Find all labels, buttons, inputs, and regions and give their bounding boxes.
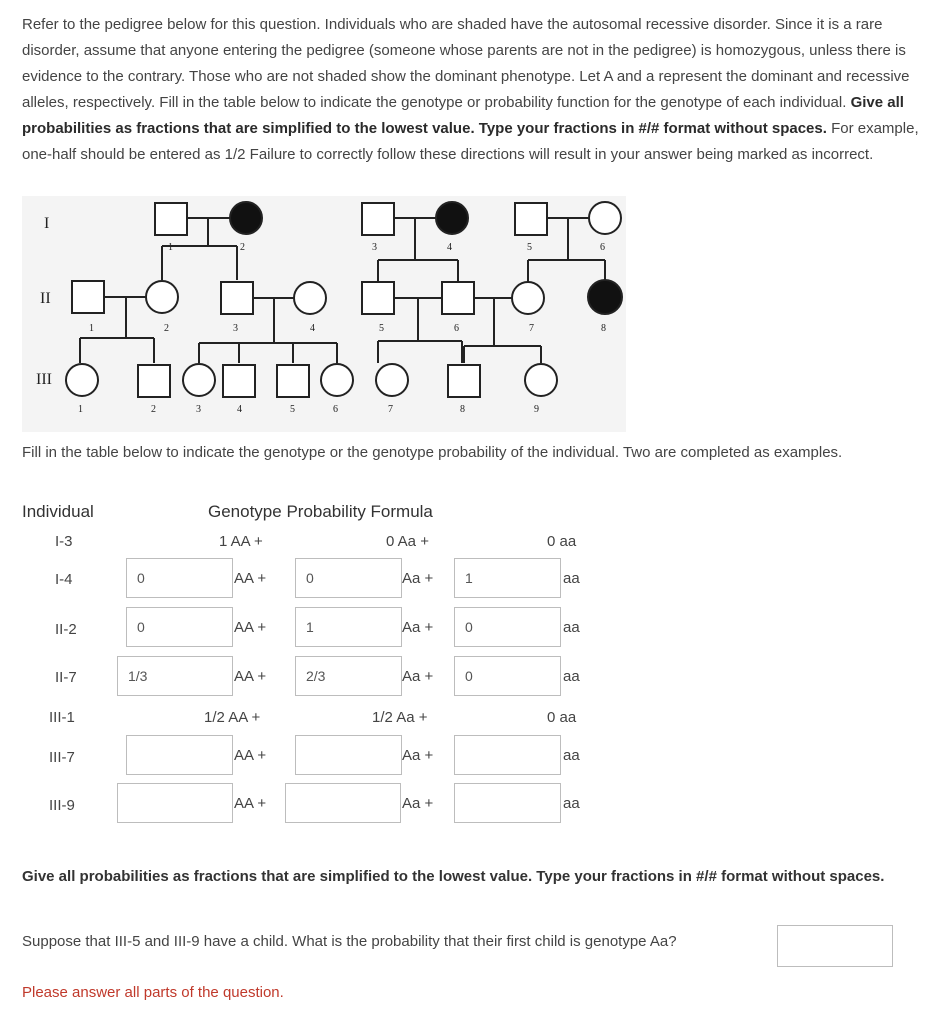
gen3-number-4: 4 [237,404,242,415]
gen2-individual-1 [72,281,104,313]
row-III-1-Aa: 1/2 Aa + [372,709,428,726]
header-formula: Genotype Probability Formula [208,502,433,521]
input-I-4-AA[interactable]: 0 [126,558,233,598]
row-I-3-aa: 0 aa [547,533,577,550]
gen2-number-8: 8 [601,323,606,334]
intro-text-2: For example, one-half should be entered as 1/2 Failure to correctly follow these directions will result in your answer being marked as incorrect. [22,120,919,163]
gen2-number-3: 3 [233,323,238,334]
row-id-III-9: III-9 [49,797,75,814]
gen2-number-7: 7 [529,323,534,334]
gen1-number-6: 6 [600,242,605,253]
gen-label-III: III [36,371,52,388]
gen3-number-2: 2 [151,404,156,415]
gen2-individual-6 [442,282,474,314]
gen3-number-5: 5 [290,404,295,415]
row-id-I-3: I-3 [55,533,73,550]
gen1-number-1: 1 [168,242,173,253]
label-Aa: Aa + [402,619,434,636]
intro-bold-text: Give all probabilities as fractions that are simplified to the lowest value. Type your fractions in #/# format without spaces. [22,94,904,137]
input-III-9-Aa[interactable] [285,783,401,823]
input-III-9-aa[interactable] [454,783,561,823]
row-id-I-4: I-4 [55,571,73,588]
input-III-9-AA[interactable] [117,783,233,823]
gen3-individual-1 [66,364,98,396]
label-AA: AA + [234,668,267,685]
row-id-III-1: III-1 [49,709,75,726]
input-III-7-Aa[interactable] [295,735,402,775]
label-AA: AA + [234,795,267,812]
row-id-III-7: III-7 [49,749,75,766]
gen3-individual-7 [376,364,408,396]
input-II-2-AA[interactable]: 0 [126,607,233,647]
label-Aa: Aa + [402,747,434,764]
gen2-number-2: 2 [164,323,169,334]
gen1-individual-5 [515,203,547,235]
label-Aa: Aa + [402,668,434,685]
row-III-1-aa: 0 aa [547,709,577,726]
label-AA: AA + [234,747,267,764]
header-individual: Individual [22,502,94,521]
gen1-number-5: 5 [527,242,532,253]
gen-label-II: II [40,290,51,307]
gen3-individual-3 [183,364,215,396]
gen1-individual-1 [155,203,187,235]
label-aa: aa [563,795,580,812]
gen1-individual-6 [589,202,621,234]
gen2-individual-2 [146,281,178,313]
label-Aa: Aa + [402,570,434,587]
row-id-II-7: II-7 [55,669,77,686]
fraction-instructions: Give all probabilities as fractions that are simplified to the lowest value. Type your fractions in #/# format without spaces. [22,868,885,885]
gen3-individual-9 [525,364,557,396]
table-instructions: Fill in the table below to indicate the genotype or the genotype probability of the individual. Two are completed as examples. [22,444,843,461]
input-III-7-aa[interactable] [454,735,561,775]
gen1-individual-4 [436,202,468,234]
gen3-number-7: 7 [388,404,393,415]
gen3-number-8: 8 [460,404,465,415]
gen1-individual-3 [362,203,394,235]
gen3-individual-6 [321,364,353,396]
input-II-2-aa[interactable]: 0 [454,607,561,647]
row-I-3-Aa: 0 Aa + [386,533,429,550]
label-aa: aa [563,570,580,587]
label-aa: aa [563,747,580,764]
input-I-4-Aa[interactable]: 0 [295,558,402,598]
input-II-7-Aa[interactable]: 2/3 [295,656,402,696]
gen3-number-3: 3 [196,404,201,415]
gen2-number-4: 4 [310,323,315,334]
gen3-individual-4 [223,365,255,397]
gen2-individual-8 [588,280,622,314]
warning-message: Please answer all parts of the question. [22,984,284,1001]
gen3-individual-5 [277,365,309,397]
answer-input[interactable] [777,925,893,967]
gen3-individual-8 [448,365,480,397]
label-aa: aa [563,619,580,636]
input-II-7-aa[interactable]: 0 [454,656,561,696]
gen2-individual-3 [221,282,253,314]
gen2-individual-5 [362,282,394,314]
label-aa: aa [563,668,580,685]
gen3-number-9: 9 [534,404,539,415]
gen1-number-3: 3 [372,242,377,253]
input-II-2-Aa[interactable]: 1 [295,607,402,647]
intro-text-1: Refer to the pedigree below for this question. Individuals who are shaded have the autosomal recessive disorder. Since it is a rare disorder, assume that anyone entering the pedigree (someone whose parents are not in the pedigree) is homozygous, unless there is evidence to the contrary. Those who are not shaded show the dominant phenotype. Let A and a represent the dominant and recessive alleles, respectively. Fill in the table below to indicate the genotype or probability function for the genotype of each individual. [22,16,910,111]
input-I-4-aa[interactable]: 1 [454,558,561,598]
gen2-number-5: 5 [379,323,384,334]
gen1-individual-2 [230,202,262,234]
pedigree-chart [22,196,626,432]
label-Aa: Aa + [402,795,434,812]
gen2-number-1: 1 [89,323,94,334]
row-I-3-AA: 1 AA + [219,533,263,550]
row-III-1-AA: 1/2 AA + [204,709,261,726]
label-AA: AA + [234,570,267,587]
gen1-number-4: 4 [447,242,452,253]
intro-paragraph [22,12,922,168]
input-II-7-AA[interactable]: 1/3 [117,656,233,696]
pedigree-svg [22,196,626,432]
gen2-individual-4 [294,282,326,314]
label-AA: AA + [234,619,267,636]
gen3-number-1: 1 [78,404,83,415]
gen2-number-6: 6 [454,323,459,334]
gen3-number-6: 6 [333,404,338,415]
gen1-number-2: 2 [240,242,245,253]
gen-label-I: I [44,215,50,232]
gen3-individual-2 [138,365,170,397]
question-text: Suppose that III-5 and III-9 have a child. What is the probability that their first child is genotype Aa? [22,933,677,950]
row-id-II-2: II-2 [55,621,77,638]
gen2-individual-7 [512,282,544,314]
input-III-7-AA[interactable] [126,735,233,775]
